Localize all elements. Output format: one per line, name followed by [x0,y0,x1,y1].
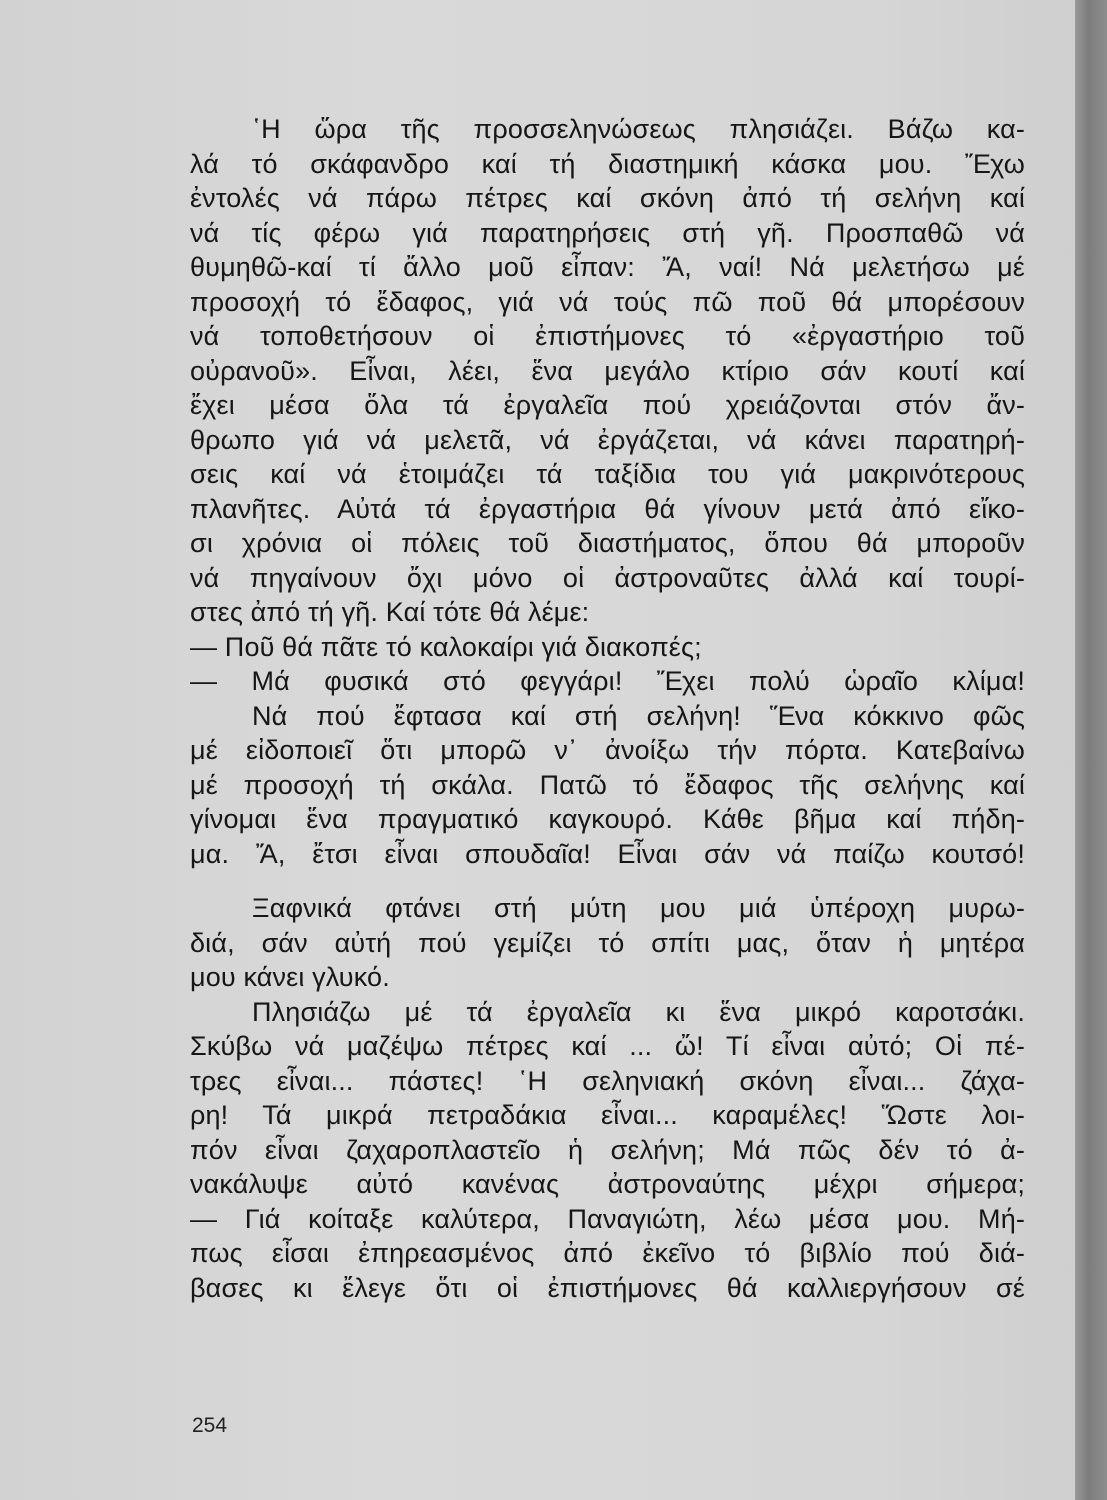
paragraph-gap [190,871,1025,891]
text-line: προσοχή τό ἔδαφος, γιά νά τούς πῶ ποῦ θά μπορέσουν [190,286,1025,317]
text-line: μου κάνει γλυκό. [190,962,390,992]
text-line: μα. Ἄ, ἔτσι εἶναι σπουδαῖα! Εἶναι σάν νά παίζω κουτσό! [190,838,1025,869]
text-line: θυμηθῶ-καί τί ἄλλο μοῦ εἶπαν: Ἄ, ναί! Νά μελετήσω μέ [190,252,1025,282]
page-edge-shadow [1075,0,1107,1500]
text-line: διά, σάν αὐτή πού γεμίζει τό σπίτι μας, ὅταν ἡ μητέρα [190,927,1025,958]
text-line: πόν εἶναι ζαχαροπλαστεῖο ἡ σελήνη; Μά πῶς δέν τό ἀ- [190,1134,1025,1165]
dialogue-2 [190,664,1025,699]
text-line: νά τοποθετήσουν οἱ ἐπιστήμονες τό «ἐργαστήριο τοῦ [190,321,1025,351]
text-line: ρη! Τά μικρά πετραδάκια εἶναι... καραμέλες! Ὥστε λοι- [190,1100,1025,1130]
text-line: γίνομαι ἕνα πραγματικό καγκουρό. Κάθε βῆμα καί πήδη- [190,804,1025,834]
text-line: στες ἀπό τή γῆ. Καί τότε θά λέμε: [190,597,590,627]
text-line: πλανῆτες. Αὐτά τά ἐργαστήρια θά γίνουν μετά ἀπό εἴκο- [190,493,1025,524]
paragraph-5 [190,1202,1025,1306]
text-line: Ξαφνικά φτάνει στή μύτη μου μιά ὑπέροχη μυρω- [252,893,1025,923]
text-line: νά τίς φέρω γιά παρατηρήσεις στή γῆ. Προσπαθῶ νά [190,217,1025,248]
text-line: Νά πού ἔφτασα καί στή σελήνη! Ἕνα κόκκινο φῶς [252,700,1025,731]
paragraph-4 [190,995,1025,1202]
text-line: Σκύβω νά μαζέψω πέτρες καί ... ὤ! Τί εἶναι αὐτό; Οἱ πέ- [190,1031,1025,1061]
text-line: μέ εἰδοποιεῖ ὅτι μπορῶ ν᾽ ἀνοίξω τήν πόρτα. Κατεβαίνω [190,735,1025,765]
body-text [190,112,1025,1305]
text-line: μέ προσοχή τή σκάλα. Πατῶ τό ἔδαφος τῆς σελήνης καί [190,769,1025,800]
text-line: πως εἶσαι ἐπηρεασμένος ἀπό ἐκεῖνο τό βιβλίο πού διά- [190,1238,1025,1268]
text-line: θρωπο γιά νά μελετᾶ, νά ἐργάζεται, νά κάνει παρατηρή- [190,424,1025,455]
dialogue-line: — Ποῦ θά πᾶτε τό καλοκαίρι γιά διακοπές; [190,631,702,662]
dialogue-line: — Μά φυσικά στό φεγγάρι! Ἔχει πολύ ὡραῖο κλίμα! [190,666,1025,696]
text-line: οὐρανοῦ». Εἶναι, λέει, ἕνα μεγάλο κτίριο σάν κουτί καί [190,355,1025,386]
paragraph-1 [190,112,1025,630]
text-line: λά τό σκάφανδρο καί τή διαστημική κάσκα μου. Ἔχω [190,148,1025,179]
text-line: σι χρόνια οἱ πόλεις τοῦ διαστήματος, ὅπου θά μποροῦν [190,528,1025,558]
page-number: 254 [192,1414,228,1437]
text-line: ῾Η ὥρα τῆς προσσεληνώσεως πλησιάζει. Βάζω κα- [252,114,1025,144]
text-line: σεις καί νά ἑτοιμάζει τά ταξίδια του γιά μακρινότερους [190,459,1025,489]
text-line: ἐντολές νά πάρω πέτρες καί σκόνη ἀπό τή σελήνη καί [190,183,1025,213]
dialogue-1 [190,630,1025,665]
text-line: — Γιά κοίταξε καλύτερα, Παναγιώτη, λέω μέσα μου. Μή- [190,1203,1025,1234]
paragraph-3 [190,891,1025,995]
paragraph-2 [190,699,1025,872]
text-line: τρες εἶναι... πάστες! ῾Η σεληνιακή σκόνη εἶναι... ζάχα- [190,1065,1025,1096]
text-line: νά πηγαίνουν ὄχι μόνο οἱ ἀστροναῦτες ἀλλά καί τουρί- [190,562,1025,593]
text-line: βασες κι ἔλεγε ὅτι οἱ ἐπιστήμονες θά καλλιεργήσουν σέ [190,1272,1025,1303]
text-line: ἔχει μέσα ὅλα τά ἐργαλεῖα πού χρειάζονται στόν ἄν- [190,390,1025,420]
text-line: Πλησιάζω μέ τά ἐργαλεῖα κι ἕνα μικρό καροτσάκι. [252,996,1025,1027]
text-line: νακάλυψε αὐτό κανένας ἀστροναύτης μέχρι σήμερα; [190,1169,1025,1199]
